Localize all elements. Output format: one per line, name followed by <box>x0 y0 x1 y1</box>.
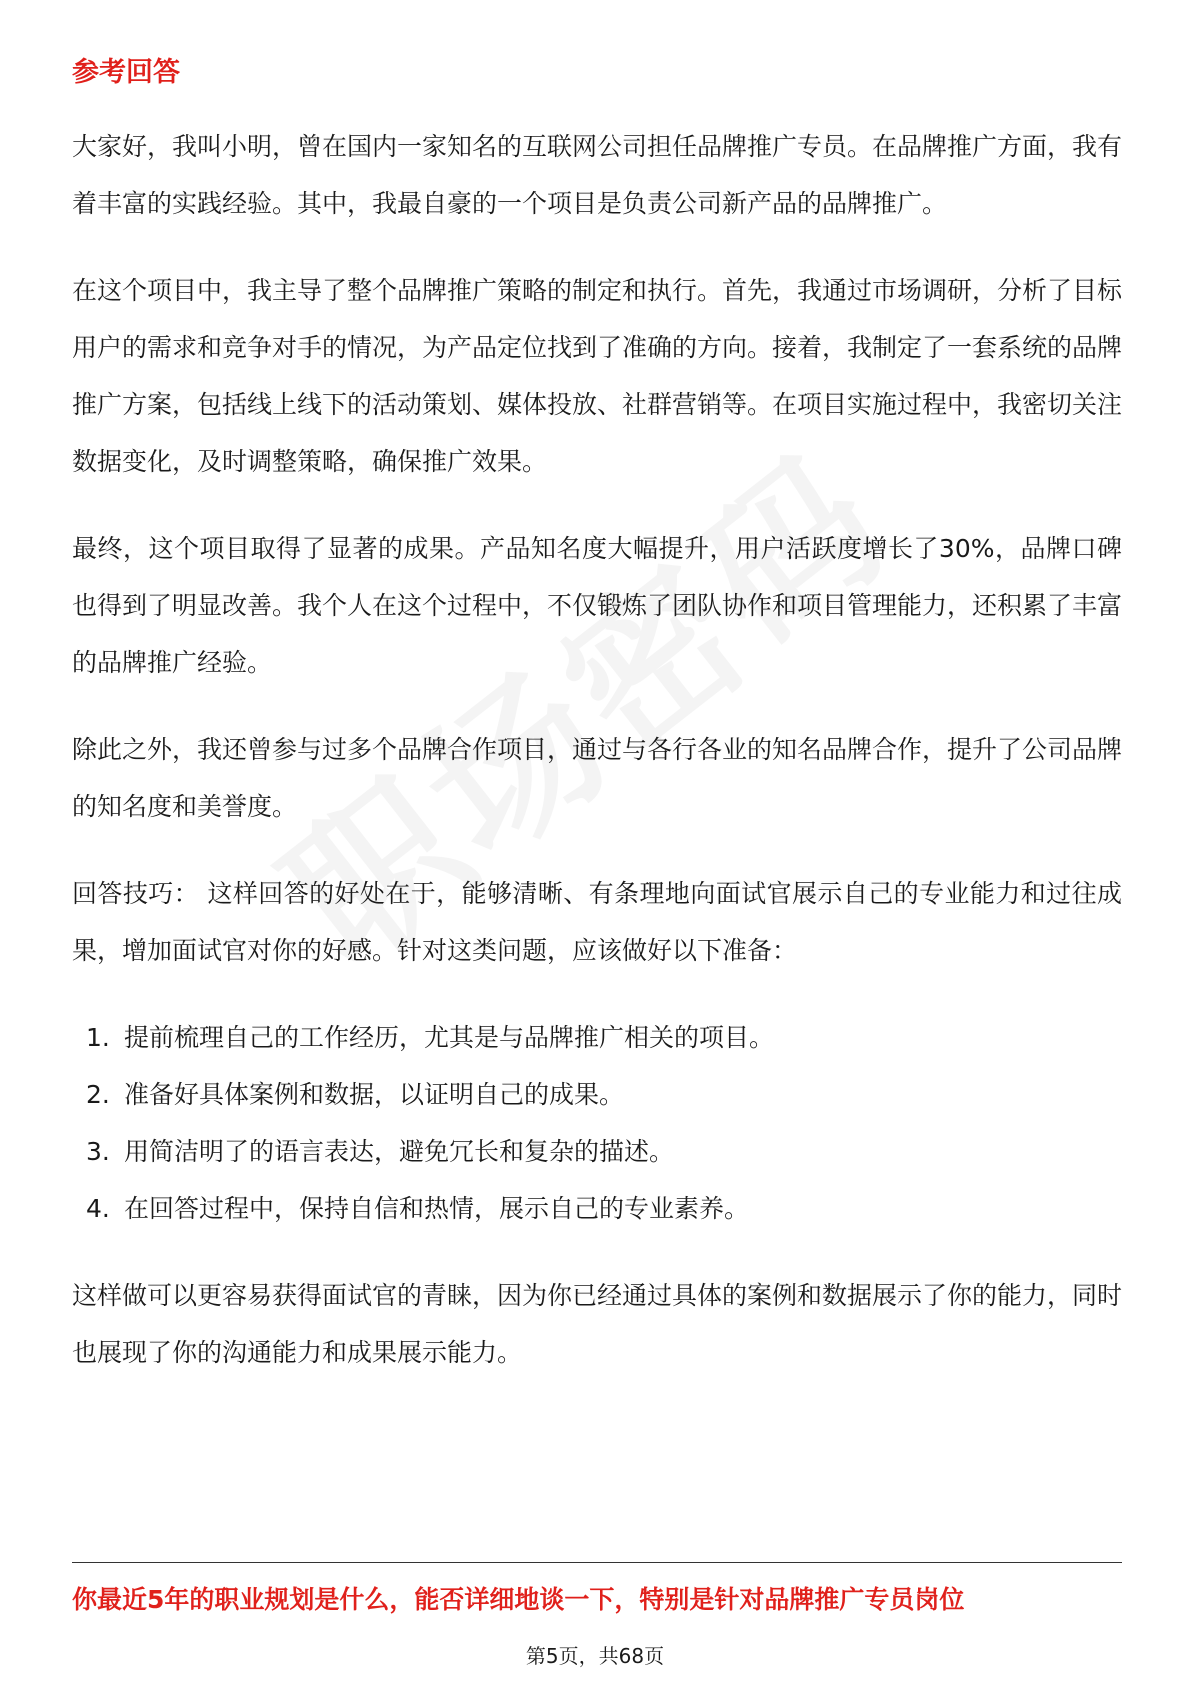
list-item-number: 4. <box>86 1194 110 1223</box>
list-item <box>72 1180 1122 1237</box>
list-item-text: 在回答过程中，保持自信和热情，展示自己的专业素养。 <box>124 1194 750 1223</box>
answer-paragraph-conclusion: 这样做可以更容易获得面试官的青睐，因为你已经通过具体的案例和数据展示了你的能力，同时也展现了你的沟通能力和成果展示能力。 <box>72 1281 1123 1367</box>
list-item <box>72 1123 1122 1180</box>
list-item-number: 2. <box>86 1080 110 1109</box>
list-item-text: 提前梳理自己的工作经历，尤其是与品牌推广相关的项目。 <box>124 1023 775 1052</box>
list-item <box>72 1066 1122 1123</box>
list-item-text: 用简洁明了的语言表达，避免冗长和复杂的描述。 <box>124 1137 675 1166</box>
answer-paragraph-intro: 大家好，我叫小明，曾在国内一家知名的互联网公司担任品牌推广专员。在品牌推广方面，我有着丰富的实践经验。其中，我最自豪的一个项目是负责公司新产品的品牌推广。 <box>72 132 1123 218</box>
list-item-text: 准备好具体案例和数据，以证明自己的成果。 <box>124 1080 625 1109</box>
page-number: 第5页，共68页 <box>525 1644 665 1668</box>
answer-paragraph-cooperation: 除此之外，我还曾参与过多个品牌合作项目，通过与各行各业的知名品牌合作，提升了公司品牌的知名度和美誉度。 <box>72 735 1123 821</box>
tips-list <box>72 1009 1122 1237</box>
answer-tips-intro: 回答技巧： 这样回答的好处在于，能够清晰、有条理地向面试官展示自己的专业能力和过往成果，增加面试官对你的好感。针对这类问题，应该做好以下准备： <box>72 879 1122 965</box>
section-title: 参考回答 <box>72 57 180 88</box>
list-item-number: 3. <box>86 1137 110 1166</box>
answer-paragraph-project: 在这个项目中，我主导了整个品牌推广策略的制定和执行。首先，我通过市场调研，分析了目标用户的需求和竞争对手的情况，为产品定位找到了准确的方向。接着，我制定了一套系统的品牌推广方案，包括线上线下的活动策划、媒体投放、社群营销等。在项目实施过程中，我密切关注数据变化，及时调整策略，确保推广效果。 <box>72 276 1123 476</box>
section-divider <box>72 1562 1122 1563</box>
answer-content <box>72 118 1122 1411</box>
answer-paragraph-results: 最终，这个项目取得了显著的成果。产品知名度大幅提升，用户活跃度增长了30%，品牌口碑也得到了明显改善。我个人在这个过程中，不仅锻炼了团队协作和项目管理能力，还积累了丰富的品牌推广经验。 <box>72 534 1123 677</box>
list-item <box>72 1009 1122 1066</box>
next-question-heading: 你最近5年的职业规划是什么，能否详细地谈一下，特别是针对品牌推广专员岗位 <box>72 1585 965 1614</box>
list-item-number: 1. <box>86 1023 110 1052</box>
